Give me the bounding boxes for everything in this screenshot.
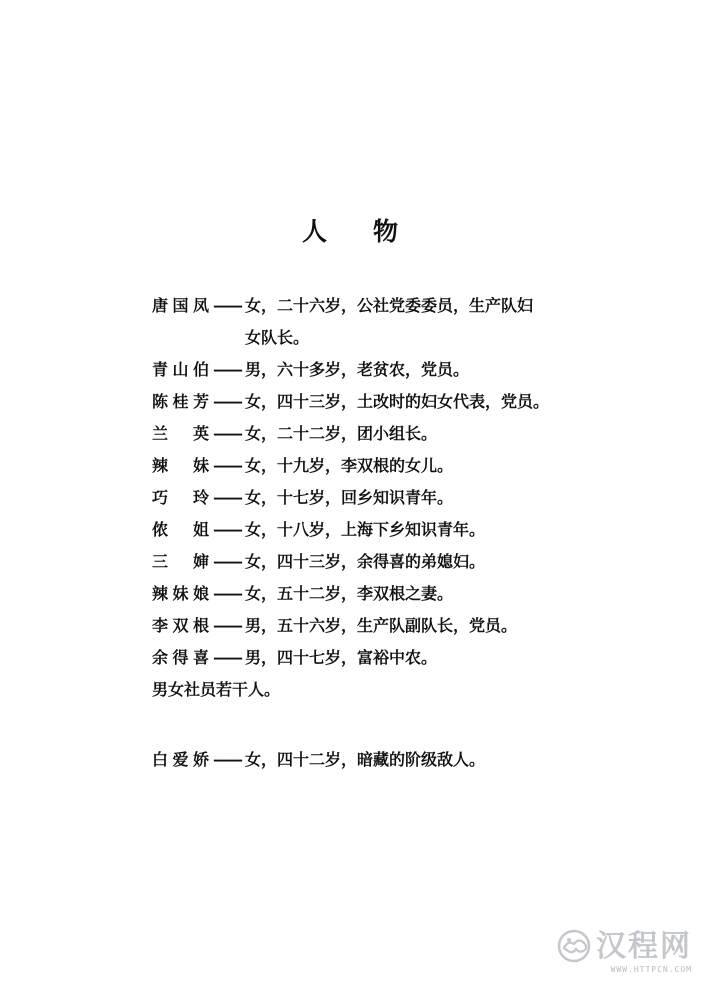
dash-separator: ——: [213, 520, 241, 539]
page-title: [302, 212, 398, 248]
cast-entry: [152, 290, 572, 354]
dash-separator: ——: [213, 456, 241, 475]
antagonist-entry: [152, 744, 572, 776]
cast-entry: [152, 386, 572, 418]
character-description: 女，四十三岁，余得喜的弟媳妇。: [245, 552, 486, 571]
character-name: 辣妹娘: [152, 584, 209, 603]
character-name: 余得喜: [152, 648, 209, 667]
dash-separator: ——: [213, 750, 241, 769]
dash-separator: ——: [213, 552, 241, 571]
dash-separator: ——: [213, 392, 241, 411]
dash-separator: ——: [213, 296, 241, 315]
character-description: 女，十七岁，回乡知识青年。: [245, 488, 454, 507]
dash-separator: ——: [213, 424, 241, 443]
character-name: 三 婶: [152, 552, 209, 571]
character-description: 女，十九岁，李双根的女儿。: [245, 456, 454, 475]
cast-entry: [152, 450, 572, 482]
character-name: 唐国凤: [152, 296, 209, 315]
title-char-1: 人: [302, 217, 328, 246]
description-line-1: 女，二十六岁，公社党委委员，生产队妇: [245, 296, 534, 315]
character-description: 女，四十二岁，暗藏的阶级敌人。: [245, 750, 486, 769]
title-char-2: 物: [373, 217, 399, 246]
cast-entry: [152, 546, 572, 578]
character-name: 陈桂芳: [152, 392, 209, 411]
watermark-url: WWW.HTTPCN.COM: [610, 965, 692, 974]
cast-entry: [152, 354, 572, 386]
character-name: 辣 妹: [152, 456, 209, 475]
section-gap: [152, 706, 572, 744]
dash-separator: ——: [213, 360, 241, 379]
character-description: 男，四十七岁，富裕中农。: [245, 648, 438, 667]
cast-entry: [152, 642, 572, 674]
character-name: 李双根: [152, 616, 209, 635]
cast-list: [152, 290, 572, 776]
character-name: 侬 姐: [152, 520, 209, 539]
cast-entry: [152, 578, 572, 610]
character-name: 青山伯: [152, 360, 209, 379]
character-description: 女，四十三岁，土改时的妇女代表，党员。: [245, 392, 550, 411]
dash-separator: ——: [213, 584, 241, 603]
character-description: 女，五十二岁，李双根之妻。: [245, 584, 454, 603]
cast-entry: [152, 418, 572, 450]
character-name: 巧 玲: [152, 488, 209, 507]
character-description: 女，十八岁，上海下乡知识青年。: [245, 520, 486, 539]
dash-separator: ——: [213, 488, 241, 507]
dash-separator: ——: [213, 616, 241, 635]
character-description: 男，五十六岁，生产队副队长，党员。: [245, 616, 518, 635]
cast-entry: [152, 482, 572, 514]
cloud-seal-icon: [556, 928, 592, 964]
cast-entry: [152, 514, 572, 546]
character-description: [245, 290, 565, 354]
extras-note: 男女社员若干人。: [152, 680, 281, 699]
character-name: 白爱娇: [152, 750, 209, 769]
watermark-brand: 汉程网: [596, 929, 692, 964]
character-description: 男，六十多岁，老贫农，党员。: [245, 360, 470, 379]
watermark-logo: [556, 928, 692, 964]
character-name: 兰 英: [152, 424, 209, 443]
description-line-2: 女队长。: [245, 328, 310, 347]
dash-separator: ——: [213, 648, 241, 667]
cast-entry: [152, 610, 572, 642]
site-watermark: [556, 928, 692, 974]
character-description: 女，二十二岁，团小组长。: [245, 424, 438, 443]
